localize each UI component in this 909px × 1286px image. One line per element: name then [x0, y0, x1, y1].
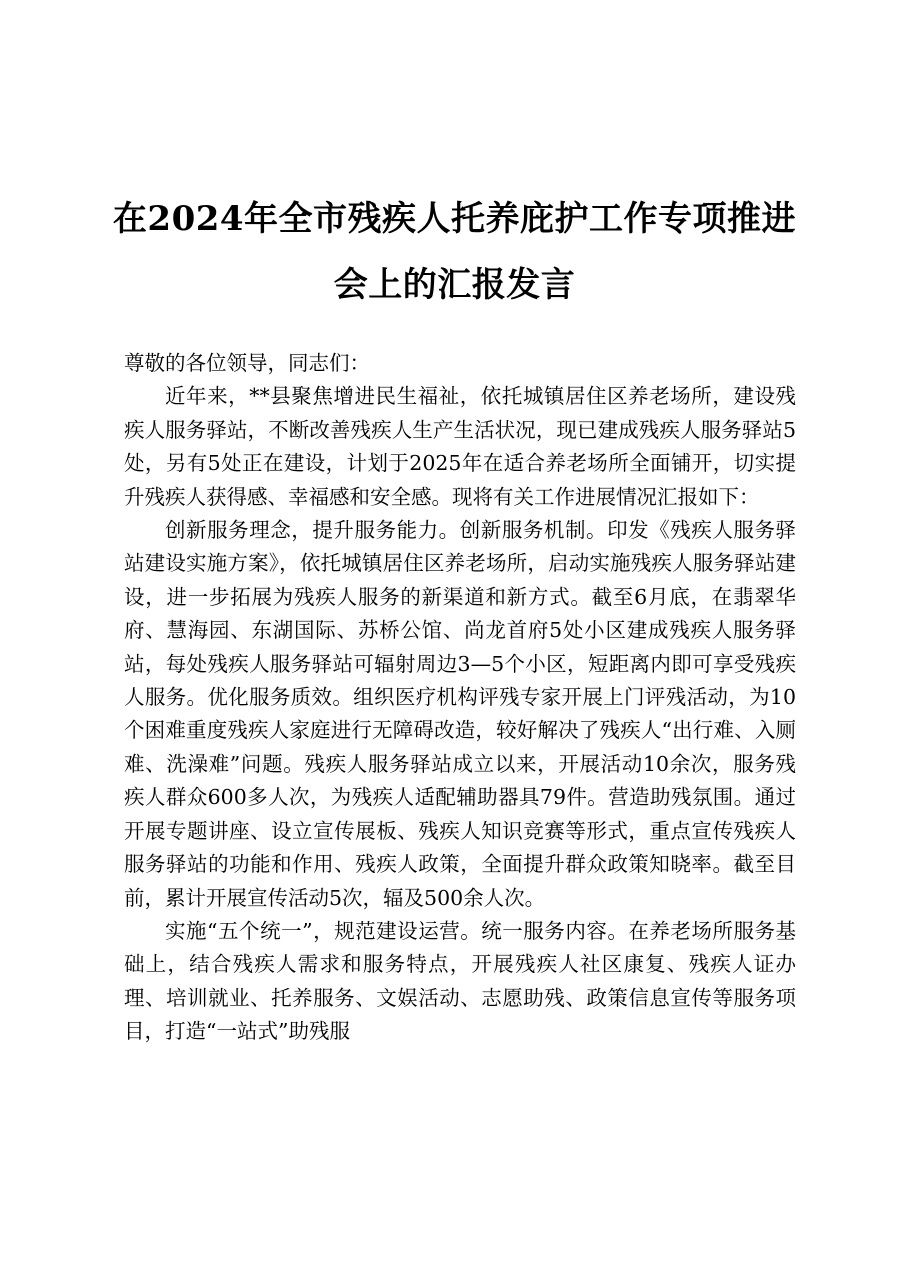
paragraph-innovation: 创新服务理念，提升服务能力。创新服务机制。印发《残疾人服务驿站建设实施方案》，依托城镇居住区养老场所，启动实施残疾人服务驿站建设，进一步拓展为残疾人服务的新渠道和新方式。截至6月底，在翡翠华府、慧海园、东湖国际、苏桥公馆、尚龙首府5处小区建成残疾人服务驿站，每处残疾人服务驿站可辐射周边3—5个小区，短距离内即可享受残疾人服务。优化服务质效。组织医疗机构评残专家开展上门评残活动，为10个困难重度残疾人家庭进行无障碍改造，较好解决了残疾人“出行难、入厕难、洗澡难”问题。残疾人服务驿站成立以来，开展活动10余次，服务残疾人群众600多人次，为残疾人适配辅助器具79件。营造助残氛围。通过开展专题讲座、设立宣传展板、残疾人知识竞赛等形式，重点宣传残疾人服务驿站的功能和作用、残疾人政策，全面提升群众政策知晓率。截至目前，累计开展宣传活动5次，辐及500余人次。 [124, 518, 796, 910]
title-line-1: 在2024年全市残疾人托养庇护工作专项推进 [112, 199, 797, 239]
paragraph-five-unifications: 实施“五个统一”，规范建设运营。统一服务内容。在养老场所服务基础上，结合残疾人需求和服务特点，开展残疾人社区康复、残疾人证办理、培训就业、托养服务、文娱活动、志愿助残、政策信息宣传等服务项目，打造“一站式”助残服 [124, 918, 796, 1044]
salutation: 尊敬的各位领导，同志们： [124, 351, 370, 375]
document-body [124, 347, 796, 1049]
title-line-2: 会上的汇报发言 [333, 265, 576, 305]
document-title [100, 186, 809, 318]
paragraph-intro: 近年来，**县聚焦增进民生福祉，依托城镇居住区养老场所，建设残疾人服务驿站，不断改善残疾人生产生活状况，现已建成残疾人服务驿站5处，另有5处正在建设，计划于2025年在适合养老场所全面铺开，切实提升残疾人获得感、幸福感和安全感。现将有关工作进展情况汇报如下： [124, 384, 796, 509]
